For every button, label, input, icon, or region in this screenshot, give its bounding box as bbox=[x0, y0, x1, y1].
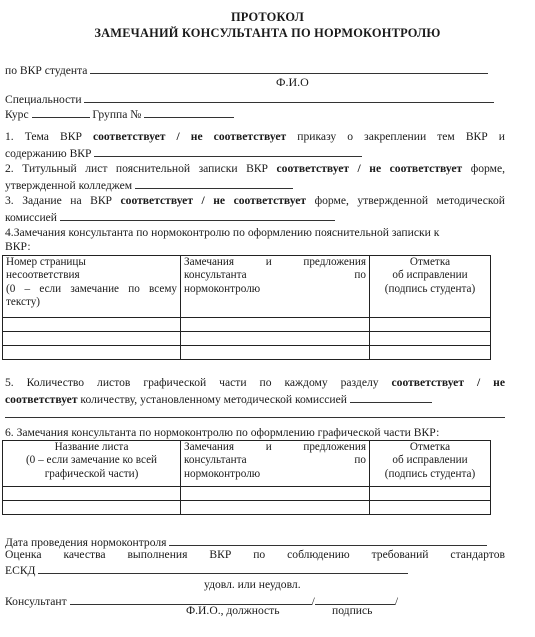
rating-caption: удовл. или неудовл. bbox=[204, 578, 301, 591]
item-3-line2: комиссией bbox=[5, 209, 335, 225]
group-label: Группа № bbox=[92, 108, 142, 121]
group-field[interactable] bbox=[144, 106, 234, 118]
item-3-line1: 3. Задание на ВКР соответствует / не соответствует форме, утвержденной методической bbox=[5, 194, 505, 207]
specialty-label: Специальности bbox=[5, 93, 82, 106]
item-2-field[interactable] bbox=[135, 177, 293, 189]
item-1-line1: 1. Тема ВКР соответствует / не соответствует приказу о закреплении тем ВКР и bbox=[5, 130, 505, 143]
doc-title-line1: ПРОТОКОЛ bbox=[230, 10, 305, 24]
table1-col2-header: Замечания и предложения консультанта по нормоконтролю bbox=[181, 256, 370, 318]
item-5-line1: 5. Количество листов графической части по каждому разделу соответствует / не bbox=[5, 376, 505, 389]
item-4-line1: 4.Замечания консультанта по нормоконтролю по оформлению пояснительной записки к bbox=[5, 226, 440, 239]
table2-col1-header: Название листа (0 – если замечание ко всей графической части) bbox=[3, 441, 181, 487]
table-page-remarks bbox=[2, 255, 491, 360]
course-row bbox=[5, 106, 234, 122]
student-fio-field[interactable] bbox=[90, 62, 488, 74]
item-5-line2: соответствует количеству, установленному методической комиссией bbox=[5, 391, 432, 407]
item-1-field[interactable] bbox=[94, 145, 362, 157]
specialty-row bbox=[5, 91, 494, 107]
date-label: Дата проведения нормоконтроля bbox=[5, 536, 167, 549]
table-row[interactable] bbox=[3, 487, 491, 501]
item-5-field[interactable] bbox=[350, 391, 432, 403]
table-row[interactable] bbox=[3, 332, 491, 346]
table-header-row bbox=[3, 256, 491, 318]
eskd-row bbox=[5, 562, 408, 578]
doc-title-line2: ЗАМЕЧАНИЙ КОНСУЛЬТАНТА ПО НОРМОКОНТРОЛЮ bbox=[94, 26, 441, 40]
table2-col2-header: Замечания и предложения консультанта по нормоконтролю bbox=[181, 441, 370, 487]
item-6-line1: 6. Замечания консультанта по нормоконтролю по оформлению графической части ВКР: bbox=[5, 426, 440, 439]
rating-label: Оценка качества выполнения ВКР по соблюдению требований стандартов bbox=[5, 548, 505, 561]
course-label: Курс bbox=[5, 108, 29, 121]
table-row[interactable] bbox=[3, 501, 491, 515]
item-2-line1: 2. Титульный лист пояснительной записки ВКР соответствует / не соответствует форме, bbox=[5, 162, 506, 175]
student-row bbox=[5, 62, 488, 78]
fio-caption: Ф.И.О bbox=[276, 75, 309, 89]
consultant-row: Консультант / / bbox=[5, 595, 399, 608]
specialty-field[interactable] bbox=[84, 91, 494, 103]
table1-col3-header: Отметка об исправлении (подпись студента) bbox=[370, 256, 491, 318]
item-3-field[interactable] bbox=[60, 209, 335, 221]
item-5-line3 bbox=[5, 406, 505, 422]
student-label: по ВКР студента bbox=[5, 64, 88, 77]
rating-field[interactable] bbox=[38, 562, 408, 574]
eskd-label: ЕСКД bbox=[5, 564, 36, 577]
item-1-line2: содержанию ВКР bbox=[5, 145, 362, 161]
table2-col3-header: Отметка об исправлении (подпись студента) bbox=[370, 441, 491, 487]
item-2-line2: утвержденной колледжем bbox=[5, 177, 293, 193]
table-graphic-remarks bbox=[2, 440, 491, 515]
consultant-fio-caption: Ф.И.О., должность bbox=[186, 604, 280, 617]
date-field[interactable] bbox=[169, 534, 487, 546]
consultant-sign-caption: подпись bbox=[332, 604, 373, 617]
table-header-row bbox=[3, 441, 491, 487]
consultant-label: Консультант bbox=[5, 595, 67, 608]
item-5-extra-field[interactable] bbox=[5, 406, 505, 418]
table-row[interactable] bbox=[3, 318, 491, 332]
course-field[interactable] bbox=[32, 106, 90, 118]
item-4-line2: ВКР: bbox=[5, 240, 31, 253]
table-row[interactable] bbox=[3, 346, 491, 360]
table1-col1-header: Номер страницы несоответствия (0 – если замечание по всему тексту) bbox=[3, 256, 181, 318]
